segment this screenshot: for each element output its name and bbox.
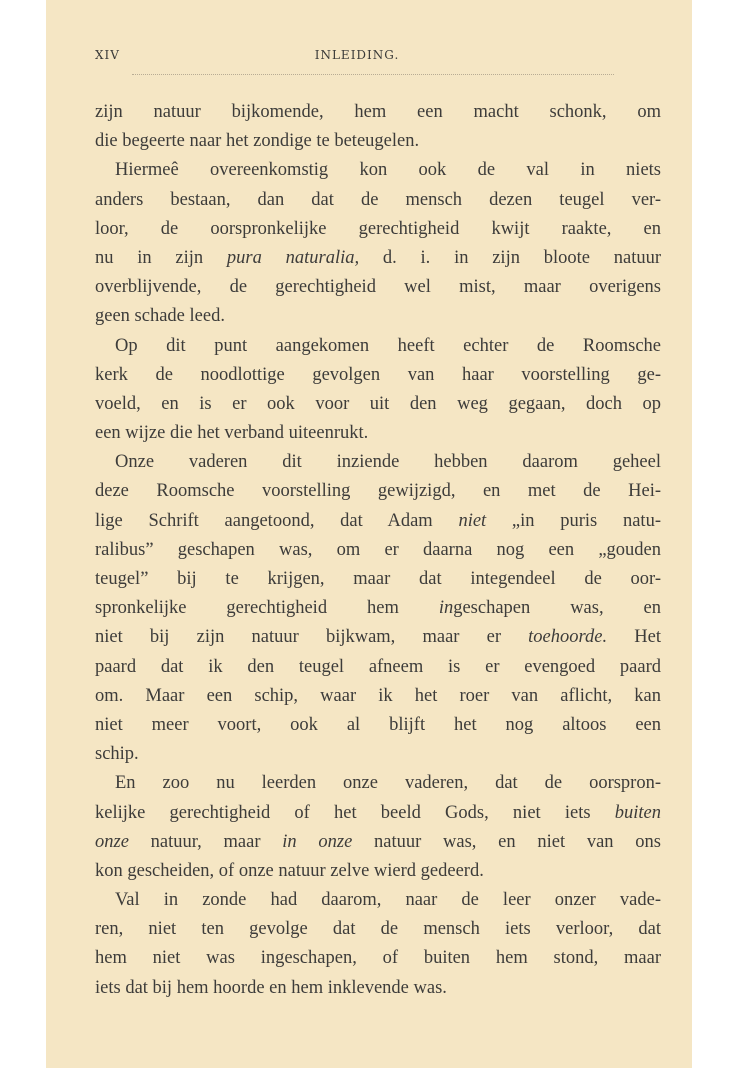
text-line: kerk de noodlottige gevolgen van haar voorstelling ge- xyxy=(95,364,661,385)
text-segment: niet bij zijn natuur bijkwam, maar er xyxy=(95,627,529,648)
text-line xyxy=(95,244,661,273)
italic-text: onze xyxy=(95,831,129,852)
text-line xyxy=(95,507,661,536)
text-line: deze Roomsche voorstelling gewijzigd, en met de Hei- xyxy=(95,481,661,502)
text-line: loor, de oorspronkelijke gerechtigheid kwijt raakte, en xyxy=(95,218,661,239)
header-rule xyxy=(132,74,614,75)
italic-text: pura naturalia, xyxy=(226,247,360,268)
text-line: Hiermeê overeenkomstig kon ook de val in niets xyxy=(115,160,661,181)
text-segment: nu in zijn xyxy=(95,247,227,268)
text-line: Onze vaderen dit inziende hebben daarom geheel xyxy=(115,452,661,473)
text-line: zijn natuur bijkomende, hem een macht schonk, om xyxy=(95,102,661,122)
text-line: voeld, en is er ook voor uit den weg gegaan, doch op xyxy=(95,393,661,414)
text-segment: geschapen was, en xyxy=(453,598,661,619)
text-line: teugel” bij te krijgen, maar dat integendeel de oor- xyxy=(95,569,661,589)
italic-text: niet xyxy=(458,510,487,531)
text-line: paard dat ik den teugel afneem is er evengoed paard xyxy=(95,656,661,677)
italic-text: toehoorde. xyxy=(528,627,608,648)
page-number: XIV xyxy=(95,48,120,62)
text-segment: „in puris natu- xyxy=(486,510,661,531)
text-segment: d. i. in zijn bloote natuur xyxy=(359,247,661,268)
text-segment: Het xyxy=(607,627,662,648)
paragraph xyxy=(95,769,661,886)
text-line: kon gescheiden, of onze natuur zelve wierd gedeerd. xyxy=(95,860,484,881)
text-line: En zoo nu leerden onze vaderen, dat de oorspron- xyxy=(115,773,661,794)
text-segment: natuur, maar xyxy=(128,831,283,852)
text-line: Op dit punt aangekomen heeft echter de Roomsche xyxy=(115,335,661,356)
book-page xyxy=(46,0,692,1068)
text-segment: natuur was, en niet van ons xyxy=(352,831,661,852)
text-line: schip. xyxy=(95,744,139,765)
text-segment: lige Schrift aangetoond, dat Adam xyxy=(95,510,459,531)
text-line: hem niet was ingeschapen, of buiten hem stond, maar xyxy=(95,948,661,969)
paragraph xyxy=(95,332,661,449)
italic-text: in xyxy=(438,598,454,619)
text-line: iets dat bij hem hoorde en hem inklevende was. xyxy=(95,977,447,998)
text-segment: kelijke gerechtigheid of het beeld Gods, niet iets xyxy=(95,802,615,823)
text-line: een wijze die het verband uiteenrukt. xyxy=(95,423,369,444)
text-line: anders bestaan, dan dat de mensch dezen teugel ver- xyxy=(95,189,661,210)
italic-text: buiten xyxy=(614,802,661,823)
page-header xyxy=(95,48,619,68)
paragraph xyxy=(95,156,661,331)
text-line: geen schade leed. xyxy=(95,306,225,327)
text-line xyxy=(95,828,661,857)
body-text xyxy=(95,98,661,1003)
text-line: niet meer voort, ook al blijft het nog altoos een xyxy=(95,714,661,735)
running-title: INLEIDING. xyxy=(314,48,400,62)
text-line xyxy=(95,623,661,652)
paragraph xyxy=(95,98,661,156)
text-line xyxy=(95,594,661,623)
paragraph xyxy=(95,886,661,1003)
text-line: om. Maar een schip, waar ik het roer van aflicht, kan xyxy=(95,685,661,706)
text-line: ren, niet ten gevolge dat de mensch iets verloor, dat xyxy=(95,919,661,940)
text-segment: spronkelijke gerechtigheid hem xyxy=(95,598,439,619)
text-line xyxy=(95,799,661,828)
text-line: Val in zonde had daarom, naar de leer onzer vade- xyxy=(115,890,661,911)
paragraph xyxy=(95,448,661,769)
text-line: overblijvende, de gerechtigheid wel mist, maar overigens xyxy=(95,277,661,298)
italic-text: in onze xyxy=(282,831,353,852)
text-line: ralibus” geschapen was, om er daarna nog een „gouden xyxy=(95,539,661,560)
text-line: die begeerte naar het zondige te beteugelen. xyxy=(95,131,420,152)
